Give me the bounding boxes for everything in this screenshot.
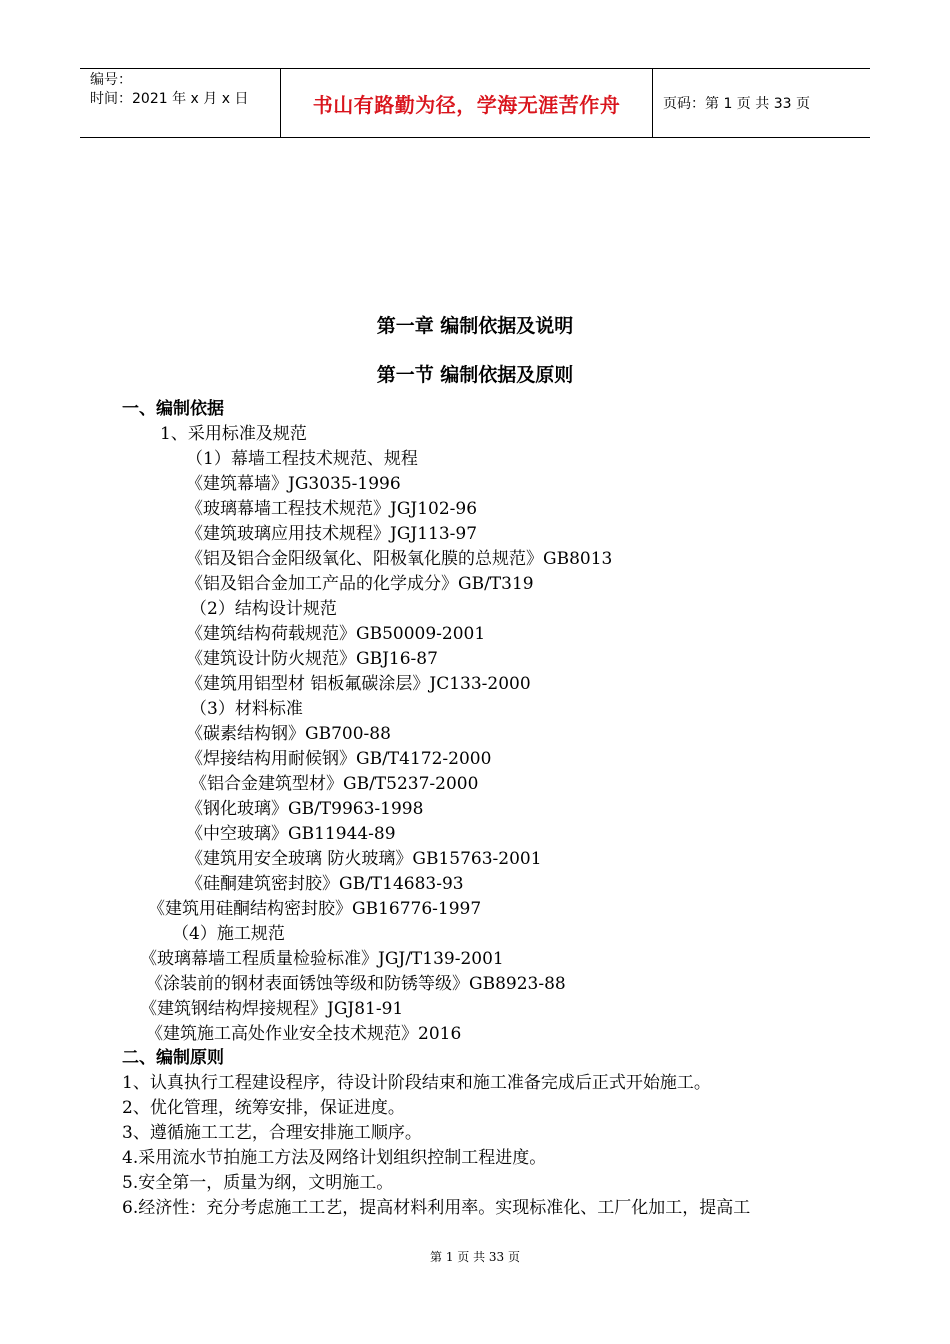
list-item: 1、采用标准及规范	[160, 424, 307, 444]
header-page-number: 页码：第 1 页 共 33 页	[663, 96, 810, 112]
list-item: 《焊接结构用耐候钢》GB/T4172-2000	[186, 749, 492, 769]
header-motto-cell	[280, 69, 653, 137]
document-time-label: 时间：2021 年 x 月 x 日	[90, 91, 249, 107]
list-item: （4）施工规范	[172, 924, 285, 944]
list-item: 《玻璃幕墙工程质量检验标准》JGJ/T139-2001	[140, 949, 504, 969]
list-item: 《碳素结构钢》GB700-88	[186, 724, 391, 744]
list-item: 《铝合金建筑型材》GB/T5237-2000	[190, 774, 479, 794]
list-item: 3、遵循施工工艺，合理安排施工顺序。	[122, 1123, 422, 1143]
list-item: 《建筑钢结构焊接规程》JGJ81-91	[140, 999, 404, 1019]
list-item: （2）结构设计规范	[190, 599, 337, 619]
list-item: 5.安全第一，质量为纲，文明施工。	[122, 1173, 394, 1193]
list-item: 《硅酮建筑密封胶》GB/T14683-93	[186, 874, 464, 894]
header-motto: 书山有路勤为径，学海无涯苦作舟	[312, 92, 621, 117]
list-item: 1、认真执行工程建设程序，待设计阶段结束和施工准备完成后正式开始施工。	[122, 1073, 711, 1093]
header-info	[80, 69, 280, 137]
list-item: 《建筑施工高处作业安全技术规范》2016	[146, 1024, 462, 1044]
list-item: 《中空玻璃》GB11944-89	[186, 824, 396, 844]
list-item: 《建筑结构荷载规范》GB50009-2001	[186, 624, 486, 644]
list-item: 《建筑幕墙》JG3035-1996	[186, 474, 401, 494]
heading-principles: 二、编制原则	[122, 1048, 224, 1068]
list-item: 6.经济性：充分考虑施工工艺，提高材料利用率。实现标准化、工厂化加工，提高工	[122, 1198, 751, 1218]
heading-basis: 一、编制依据	[122, 399, 224, 419]
list-item: 《铝及铝合金加工产品的化学成分》GB/T319	[186, 574, 534, 594]
list-item: 2、优化管理，统筹安排，保证进度。	[122, 1098, 405, 1118]
list-item: （3）材料标准	[190, 699, 303, 719]
list-item: 《钢化玻璃》GB/T9963-1998	[186, 799, 424, 819]
page-footer: 第 1 页 共 33 页	[430, 1250, 520, 1264]
list-item: 《建筑设计防火规范》GBJ16-87	[186, 649, 438, 669]
list-item: 《涂装前的钢材表面锈蚀等级和防锈等级》GB8923-88	[146, 974, 566, 994]
list-item: 《建筑玻璃应用技术规程》JGJ113-97	[186, 524, 478, 544]
list-item: 《铝及铝合金阳级氧化、阳极氧化膜的总规范》GB8013	[186, 549, 613, 569]
list-item: 《建筑用安全玻璃 防火玻璃》GB15763-2001	[186, 849, 542, 869]
list-item: 《建筑用铝型材 铝板氟碳涂层》JC133-2000	[186, 674, 531, 694]
document-number-label: 编号：	[90, 72, 132, 88]
list-item: 4.采用流水节拍施工方法及网络计划组织控制工程进度。	[122, 1148, 547, 1168]
section-title: 第一节 编制依据及原则	[376, 364, 574, 386]
chapter-title: 第一章 编制依据及说明	[376, 315, 574, 337]
header-page-cell	[653, 69, 870, 137]
list-item: （1）幕墙工程技术规范、规程	[186, 449, 418, 469]
list-item: 《建筑用硅酮结构密封胶》GB16776-1997	[148, 899, 482, 919]
list-item: 《玻璃幕墙工程技术规范》JGJ102-96	[186, 499, 478, 519]
page-header	[80, 68, 870, 138]
